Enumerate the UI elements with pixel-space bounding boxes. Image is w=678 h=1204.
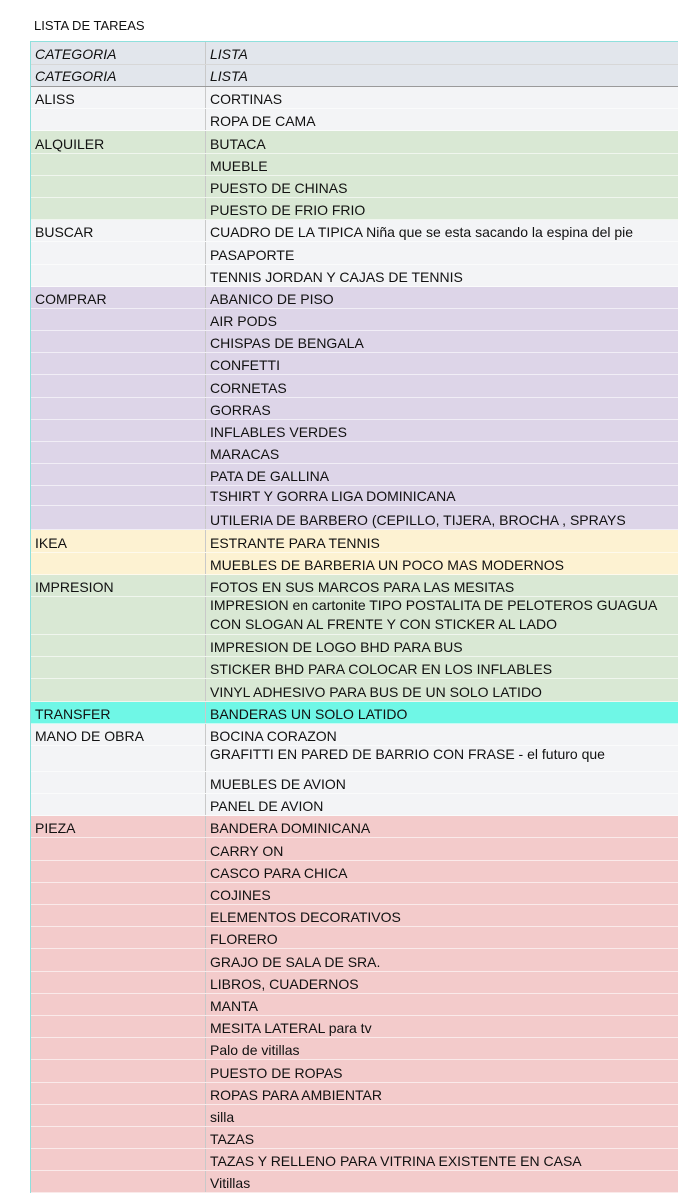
category-cell[interactable] bbox=[31, 927, 206, 948]
table-row bbox=[31, 1105, 678, 1127]
table-row bbox=[31, 398, 678, 420]
table-row bbox=[31, 198, 678, 220]
task-cell[interactable]: ROPAS PARA AMBIENTAR bbox=[210, 1086, 382, 1103]
category-cell[interactable] bbox=[31, 464, 206, 485]
category-cell[interactable] bbox=[31, 375, 206, 396]
category-cell[interactable] bbox=[31, 309, 206, 330]
category-cell[interactable] bbox=[31, 353, 206, 374]
category-cell[interactable] bbox=[31, 794, 206, 815]
table-row bbox=[31, 220, 678, 242]
task-cell[interactable]: CONFETTI bbox=[210, 357, 280, 374]
table-row bbox=[31, 1171, 678, 1193]
table-row bbox=[31, 553, 678, 575]
header-row bbox=[31, 41, 678, 65]
table-row bbox=[31, 486, 678, 506]
category-cell[interactable] bbox=[31, 883, 206, 904]
task-cell[interactable]: MUEBLES DE AVION bbox=[210, 776, 346, 793]
task-cell[interactable]: PATA DE GALLINA bbox=[210, 468, 330, 485]
table-row bbox=[31, 331, 678, 353]
table-row bbox=[31, 635, 678, 657]
category-cell[interactable]: BUSCAR bbox=[31, 220, 206, 241]
table-row bbox=[31, 746, 678, 772]
table-row bbox=[31, 265, 678, 287]
table-row bbox=[31, 131, 678, 153]
task-cell[interactable]: UTILERIA DE BARBERO (CEPILLO, TIJERA, BROCHA , SPRAYS bbox=[210, 512, 626, 529]
task-cell[interactable]: ROPA DE CAMA bbox=[210, 113, 316, 130]
table-row bbox=[31, 109, 678, 131]
table-row bbox=[31, 1060, 678, 1082]
category-cell[interactable] bbox=[31, 1105, 206, 1126]
table-row bbox=[31, 949, 678, 971]
table-row bbox=[31, 838, 678, 860]
category-cell[interactable] bbox=[31, 597, 206, 634]
table-row bbox=[31, 883, 678, 905]
task-cell[interactable]: MARACAS bbox=[210, 446, 280, 463]
category-cell[interactable] bbox=[31, 176, 206, 197]
task-cell[interactable]: BANDERAS UN SOLO LATIDO bbox=[210, 705, 408, 722]
table-row bbox=[31, 1016, 678, 1038]
table-row bbox=[31, 375, 678, 397]
task-cell[interactable]: TAZAS bbox=[210, 1131, 255, 1148]
table-row bbox=[31, 905, 678, 927]
category-cell[interactable]: TRANSFER bbox=[31, 702, 206, 723]
category-cell[interactable] bbox=[31, 1083, 206, 1104]
table-row bbox=[31, 927, 678, 949]
category-cell[interactable] bbox=[31, 861, 206, 882]
category-cell[interactable] bbox=[31, 994, 206, 1015]
category-cell[interactable] bbox=[31, 398, 206, 419]
category-cell[interactable]: IMPRESION bbox=[31, 575, 206, 596]
table-body bbox=[31, 87, 678, 1193]
task-cell[interactable]: CARRY ON bbox=[210, 842, 284, 859]
category-cell[interactable] bbox=[31, 331, 206, 352]
task-cell[interactable]: ESTRANTE PARA TENNIS bbox=[210, 534, 380, 551]
category-cell[interactable] bbox=[31, 198, 206, 219]
task-cell[interactable]: PANEL DE AVION bbox=[210, 798, 324, 815]
task-cell[interactable]: COJINES bbox=[210, 887, 271, 903]
category-cell[interactable] bbox=[31, 242, 206, 263]
task-cell[interactable]: TAZAS Y RELLENO PARA VITRINA EXISTENTE EN CASA bbox=[210, 1153, 582, 1170]
task-cell[interactable]: CASCO PARA CHICA bbox=[210, 864, 348, 881]
category-cell[interactable] bbox=[31, 838, 206, 859]
task-cell[interactable]: PUESTO DE ROPAS bbox=[210, 1064, 343, 1081]
task-cell[interactable]: IMPRESION en cartonite TIPO POSTALITA DE PELOTEROS GUAGUA CON SLOGAN AL FRENTE Y CON STICKER AL LADO bbox=[210, 597, 657, 633]
category-cell[interactable]: IKEA bbox=[31, 530, 206, 551]
table-row bbox=[31, 242, 678, 264]
task-cell[interactable]: VINYL ADHESIVO PARA BUS DE UN SOLO LATIDO bbox=[210, 683, 542, 700]
category-cell[interactable]: ALQUILER bbox=[31, 131, 206, 152]
table-row bbox=[31, 1083, 678, 1105]
table-row bbox=[31, 724, 678, 746]
task-cell[interactable]: IMPRESION DE LOGO BHD PARA BUS bbox=[210, 639, 463, 656]
header-list-cell[interactable]: LISTA bbox=[210, 46, 248, 62]
table-row bbox=[31, 1149, 678, 1171]
task-cell[interactable]: TENNIS JORDAN Y CAJAS DE TENNIS bbox=[210, 268, 463, 285]
task-cell[interactable]: BANDERA DOMINICANA bbox=[210, 820, 371, 837]
category-cell[interactable] bbox=[31, 506, 206, 529]
task-cell[interactable]: FOTOS EN SUS MARCOS PARA LAS MESITAS bbox=[210, 578, 515, 595]
task-cell[interactable]: CORTINAS bbox=[210, 91, 283, 108]
category-cell[interactable] bbox=[31, 553, 206, 574]
table-row bbox=[31, 420, 678, 442]
task-cell[interactable]: MUEBLE bbox=[210, 157, 268, 174]
category-cell[interactable] bbox=[31, 486, 206, 505]
header-category-cell[interactable]: CATEGORIA bbox=[31, 42, 206, 64]
header-row-repeat bbox=[31, 65, 678, 87]
table-row bbox=[31, 1038, 678, 1060]
table-row bbox=[31, 87, 678, 109]
task-cell[interactable]: PUESTO DE CHINAS bbox=[210, 179, 348, 196]
task-cell[interactable]: GRAJO DE SALA DE SRA. bbox=[210, 953, 381, 970]
category-cell[interactable] bbox=[31, 1060, 206, 1081]
category-cell[interactable] bbox=[31, 1127, 206, 1148]
table-row bbox=[31, 1127, 678, 1149]
category-cell[interactable] bbox=[31, 154, 206, 175]
header-list-cell[interactable]: LISTA bbox=[210, 68, 248, 84]
category-cell[interactable] bbox=[31, 772, 206, 793]
task-cell[interactable]: PUESTO DE FRIO FRIO bbox=[210, 202, 366, 219]
category-cell[interactable]: ALISS bbox=[31, 87, 206, 108]
task-cell[interactable]: STICKER BHD PARA COLOCAR EN LOS INFLABLES bbox=[210, 661, 553, 678]
task-cell[interactable]: ABANICO DE PISO bbox=[210, 290, 334, 307]
category-cell[interactable] bbox=[31, 265, 206, 286]
category-cell[interactable] bbox=[31, 679, 206, 700]
table-row bbox=[31, 702, 678, 724]
table-row bbox=[31, 772, 678, 794]
task-cell[interactable]: AIR PODS bbox=[210, 313, 277, 330]
task-cell[interactable]: GORRAS bbox=[210, 401, 271, 418]
category-cell[interactable] bbox=[31, 972, 206, 993]
category-cell[interactable] bbox=[31, 442, 206, 463]
category-cell[interactable] bbox=[31, 109, 206, 130]
table-row bbox=[31, 176, 678, 198]
table-row bbox=[31, 972, 678, 994]
category-cell[interactable] bbox=[31, 1171, 206, 1192]
table-row bbox=[31, 530, 678, 552]
task-list-table bbox=[30, 41, 678, 1193]
task-cell[interactable]: Palo de vitillas bbox=[210, 1042, 300, 1059]
task-cell[interactable]: CUADRO DE LA TIPICA Niña que se esta sacando la espina del pie bbox=[210, 224, 634, 241]
header-category-cell[interactable]: CATEGORIA bbox=[31, 65, 206, 86]
task-cell[interactable]: BOCINA CORAZON bbox=[210, 727, 337, 744]
category-cell[interactable]: MANO DE OBRA bbox=[31, 724, 206, 745]
table-row bbox=[31, 657, 678, 679]
task-cell[interactable]: PASAPORTE bbox=[210, 246, 295, 263]
category-cell[interactable] bbox=[31, 657, 206, 678]
category-cell[interactable] bbox=[31, 1038, 206, 1059]
table-row bbox=[31, 464, 678, 486]
category-cell[interactable] bbox=[31, 635, 206, 656]
category-cell[interactable] bbox=[31, 746, 206, 771]
table-row bbox=[31, 679, 678, 701]
task-cell[interactable]: Vitillas bbox=[210, 1175, 251, 1192]
task-cell[interactable]: TSHIRT Y GORRA LIGA DOMINICANA bbox=[210, 488, 456, 505]
table-row bbox=[31, 994, 678, 1016]
category-cell[interactable] bbox=[31, 1016, 206, 1037]
task-cell[interactable]: BUTACA bbox=[210, 135, 266, 152]
category-cell[interactable] bbox=[31, 1149, 206, 1170]
task-cell[interactable]: CHISPAS DE BENGALA bbox=[210, 335, 364, 352]
task-cell[interactable]: MANTA bbox=[210, 997, 258, 1014]
table-row bbox=[31, 597, 678, 635]
table-row bbox=[31, 575, 678, 597]
category-cell[interactable]: COMPRAR bbox=[31, 287, 206, 308]
table-row bbox=[31, 794, 678, 816]
category-cell[interactable] bbox=[31, 949, 206, 970]
task-cell[interactable]: silla bbox=[210, 1108, 235, 1125]
task-cell[interactable]: CORNETAS bbox=[210, 379, 287, 396]
task-cell[interactable]: INFLABLES VERDES bbox=[210, 424, 347, 440]
table-row bbox=[31, 506, 678, 530]
table-row bbox=[31, 442, 678, 464]
task-cell[interactable]: LIBROS, CUADERNOS bbox=[210, 975, 359, 992]
table-row bbox=[31, 154, 678, 176]
task-cell[interactable]: GRAFITTI EN PARED DE BARRIO CON FRASE - el futuro que bbox=[210, 745, 605, 762]
table-row bbox=[31, 309, 678, 331]
category-cell[interactable] bbox=[31, 420, 206, 441]
task-cell[interactable]: MUEBLES DE BARBERIA UN POCO MAS MODERNOS bbox=[210, 556, 564, 573]
document-title: LISTA DE TAREAS bbox=[34, 18, 145, 33]
table-row bbox=[31, 287, 678, 309]
task-cell[interactable]: MESITA LATERAL para tv bbox=[210, 1020, 372, 1037]
table-row bbox=[31, 861, 678, 883]
category-cell[interactable]: PIEZA bbox=[31, 816, 206, 837]
table-row bbox=[31, 353, 678, 375]
task-cell[interactable]: ELEMENTOS DECORATIVOS bbox=[210, 909, 401, 926]
task-cell[interactable]: FLORERO bbox=[210, 931, 278, 948]
table-row bbox=[31, 816, 678, 838]
category-cell[interactable] bbox=[31, 905, 206, 926]
